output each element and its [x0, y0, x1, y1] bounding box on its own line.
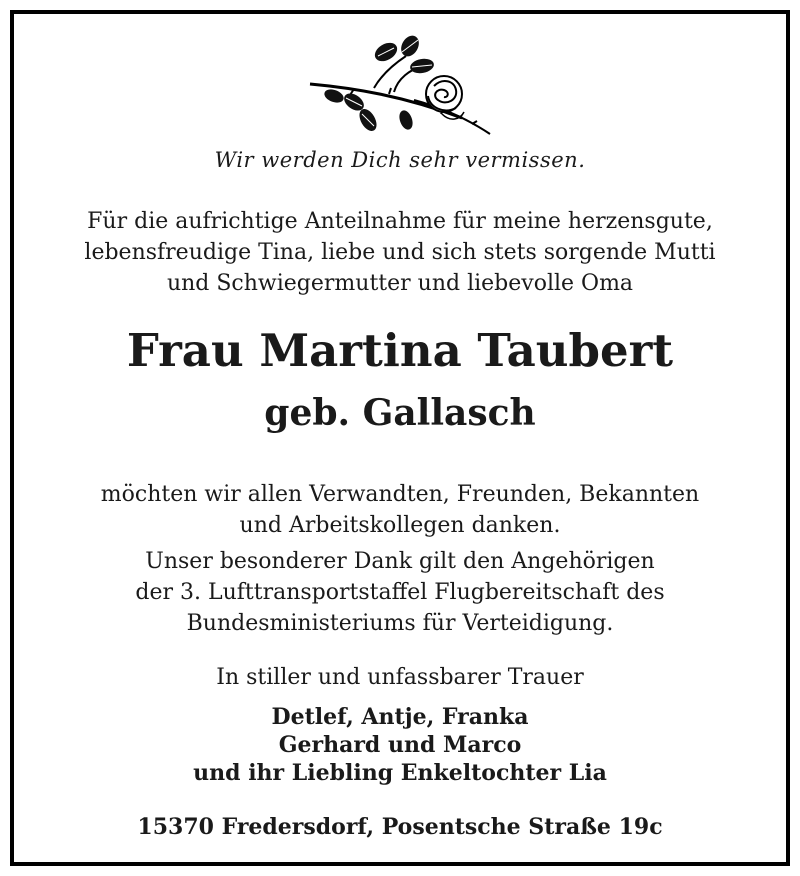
special-thanks-line: der 3. Lufttransportstaffel Flugbereitschaft des	[135, 580, 665, 605]
mourner-line: und ihr Liebling Enkeltochter Lia	[193, 760, 607, 786]
mourner-line: Detlef, Antje, Franka	[271, 704, 529, 730]
motto: Wir werden Dich sehr vermissen.	[214, 148, 586, 172]
mourners-list	[14, 703, 786, 787]
thanks-line: und Arbeitskollegen danken.	[239, 513, 561, 538]
special-thanks-paragraph	[14, 546, 786, 639]
intro-line: Für die aufrichtige Anteilnahme für meine herzensgute,	[87, 209, 713, 234]
thanks-paragraph	[14, 479, 786, 541]
deceased-name: Frau Martina Taubert	[126, 324, 674, 377]
intro-paragraph	[14, 206, 786, 299]
mourning-intro: In stiller und unfassbarer Trauer	[216, 665, 584, 690]
thanks-line: möchten wir allen Verwandten, Freunden, Bekannten	[100, 482, 700, 507]
intro-line: lebensfreudige Tina, liebe und sich stets sorgende Mutti	[84, 240, 716, 265]
obituary-notice	[10, 10, 790, 866]
rose-icon	[294, 34, 494, 138]
intro-line: und Schwiegermutter und liebevolle Oma	[166, 271, 634, 296]
address: 15370 Fredersdorf, Posentsche Straße 19c	[137, 814, 663, 840]
birth-name: geb. Gallasch	[264, 392, 536, 434]
mourner-line: Gerhard und Marco	[278, 732, 522, 758]
special-thanks-line: Bundesministeriums für Verteidigung.	[186, 611, 614, 636]
special-thanks-line: Unser besonderer Dank gilt den Angehörigen	[145, 549, 655, 574]
